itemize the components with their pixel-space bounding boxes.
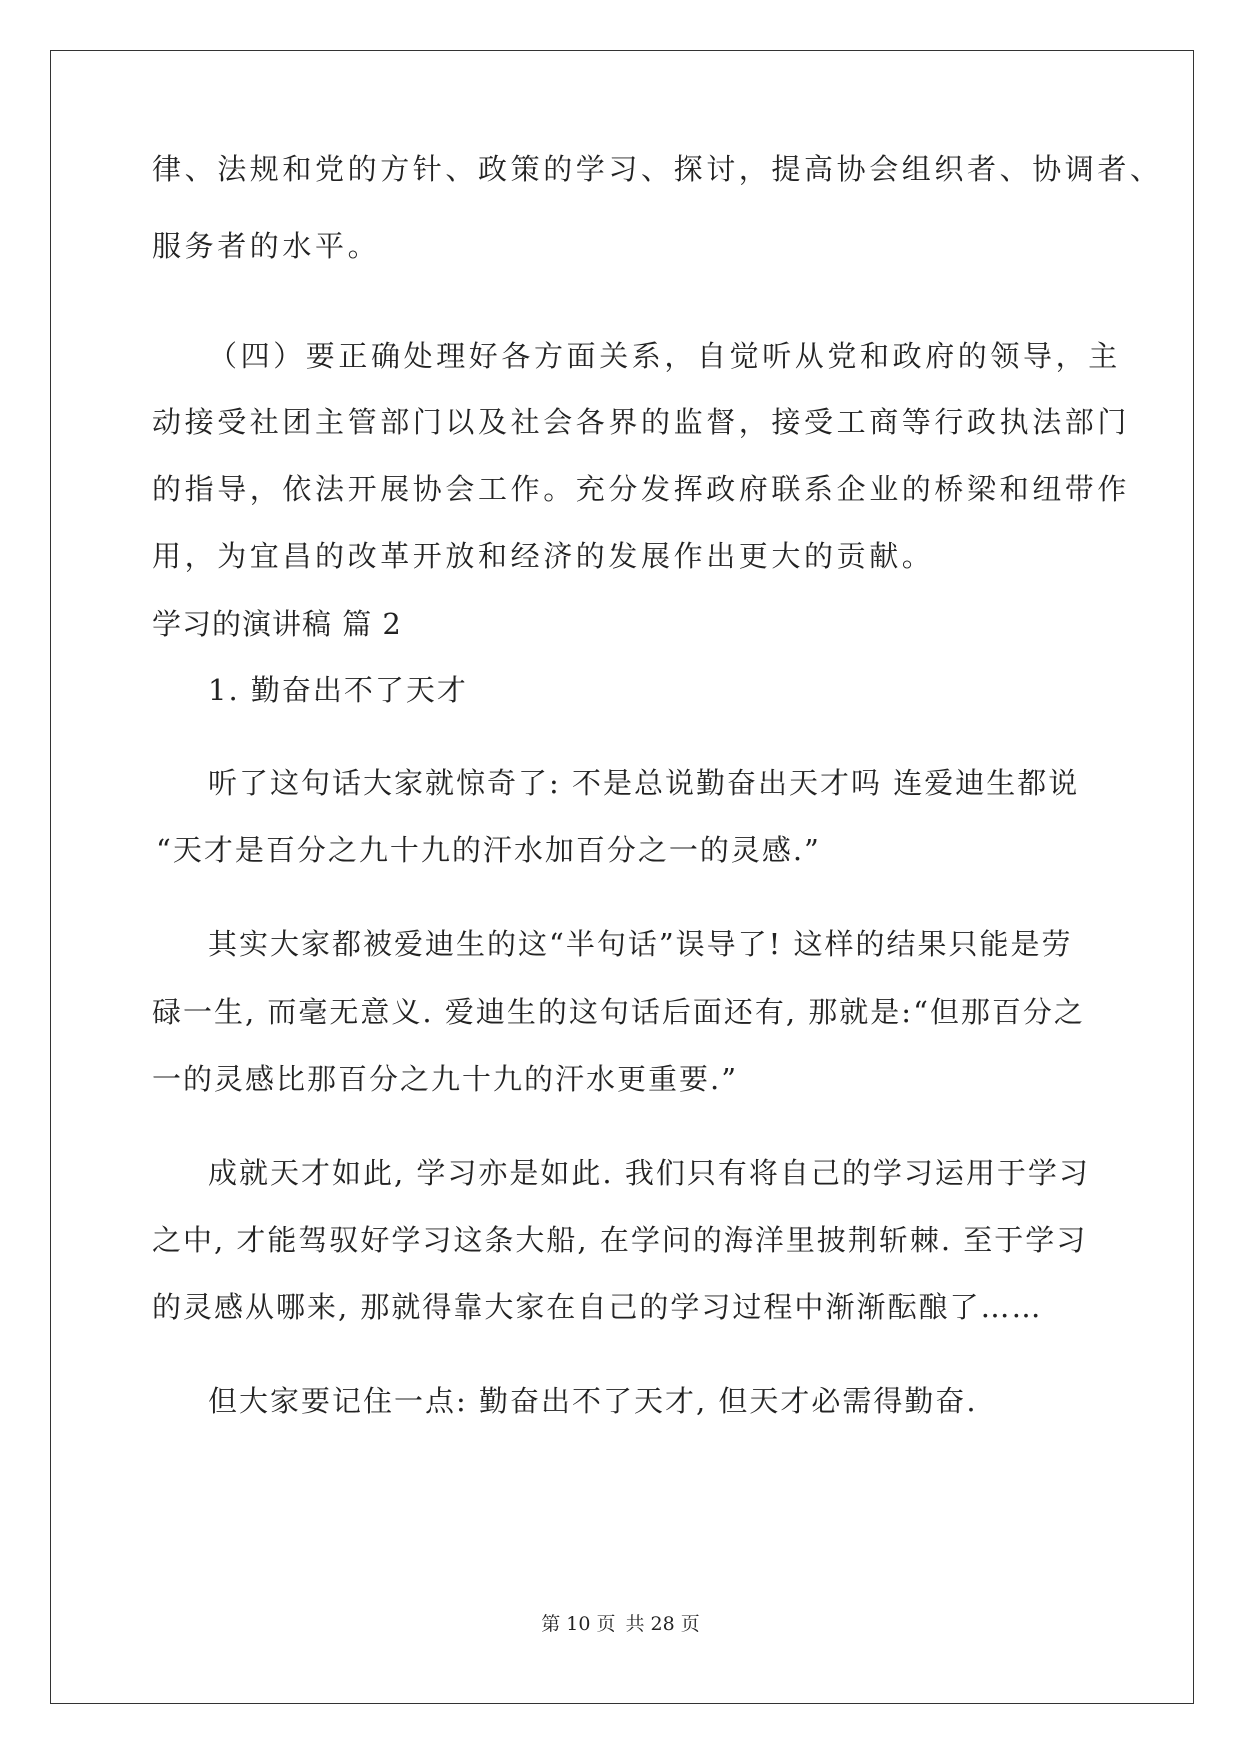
body-text-line: 的灵感从哪来, 那就得靠大家在自己的学习过程中渐渐酝酿了…… [152, 1290, 1043, 1324]
body-text-line: 动接受社团主管部门以及社会各界的监督，接受工商等行政执法部门 [152, 405, 1131, 439]
page-footer [0, 1612, 1241, 1636]
body-text-line: （四）要正确处理好各方面关系，自觉听从党和政府的领导，主 [208, 339, 1121, 373]
subheading: 1. 勤奋出不了天才 [208, 673, 468, 707]
body-text-line: 用，为宜昌的改革开放和经济的发展作出更大的贡献。 [152, 539, 935, 573]
page-border [50, 50, 1194, 1704]
body-text-line: 服务者的水平。 [152, 229, 381, 263]
body-text-line: 碌一生, 而毫无意义. 爱迪生的这句话后面还有, 那就是:“但那百分之 [152, 995, 1085, 1029]
body-text-line: 一的灵感比那百分之九十九的汗水更重要.” [152, 1062, 739, 1096]
body-text-line: 听了这句话大家就惊奇了: 不是总说勤奋出天才吗 连爱迪生都说 [208, 766, 1080, 800]
body-text-line: 其实大家都被爱迪生的这“半句话”误导了! 这样的结果只能是劳 [208, 927, 1073, 961]
page-total: 共 28 页 [625, 1613, 700, 1635]
body-text-line: 之中, 才能驾驭好学习这条大船, 在学问的海洋里披荆斩棘. 至于学习 [152, 1223, 1088, 1257]
page-number: 第 10 页 [541, 1613, 616, 1635]
body-text-line: 但大家要记住一点: 勤奋出不了天才, 但天才必需得勤奋. [208, 1384, 978, 1418]
quote-line: “天才是百分之九十九的汗水加百分之一的灵感.” [156, 833, 821, 867]
body-text-line: 律、法规和党的方针、政策的学习、探讨，提高协会组织者、协调者、 [152, 152, 1163, 186]
section-heading: 学习的演讲稿 篇 2 [152, 607, 402, 641]
body-text-line: 成就天才如此, 学习亦是如此. 我们只有将自己的学习运用于学习 [208, 1156, 1090, 1190]
body-text-line: 的指导，依法开展协会工作。充分发挥政府联系企业的桥梁和纽带作 [152, 472, 1131, 506]
